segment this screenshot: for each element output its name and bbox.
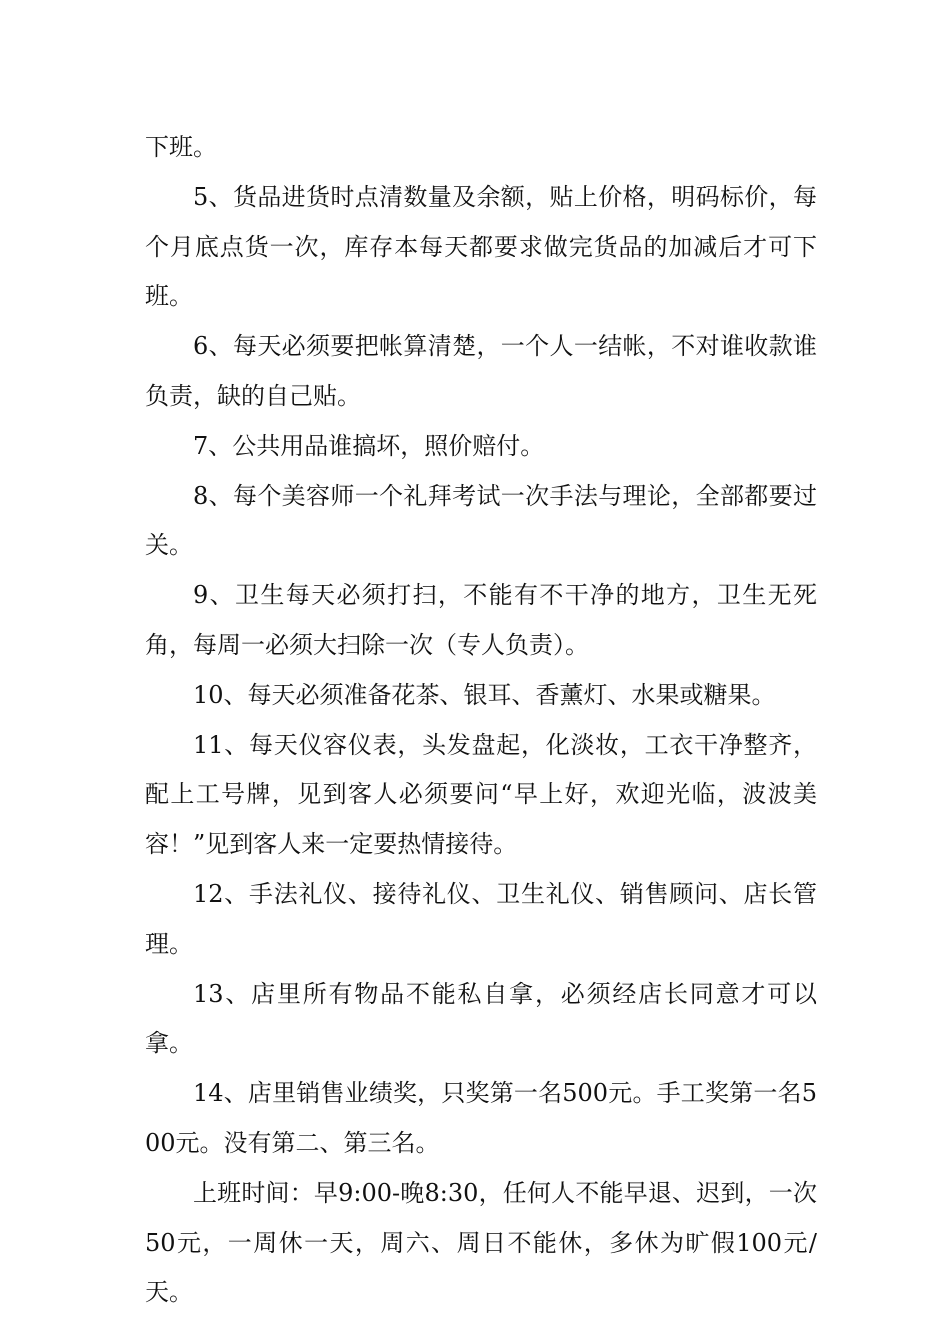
paragraph-rule-7: 7、公共用品谁搞坏，照价赔付。 [193,431,545,460]
paragraph-continuation: 下班。 [145,133,217,161]
paragraph-rule-14: 14、店里销售业绩奖，只奖第一名500元。手工奖第一名500元。没有第二、第三名。 [145,1079,817,1157]
paragraph-rule-12: 12、手法礼仪、接待礼仪、卫生礼仪、销售顾问、店长管理。 [145,879,817,958]
paragraph-rule-9: 9、卫生每天必须打扫，不能有不干净的地方，卫生无死角，每周一必须大扫除一次（专人负责）。 [145,581,817,659]
paragraph-rule-11: 11、每天仪容仪表，头发盘起，化淡妆，工衣干净整齐，配上工号牌，见到客人必须要问“早上好，欢迎光临，波波美容！”见到客人来一定要热情接待。 [145,730,817,859]
document-body [145,123,817,1318]
paragraph-rule-13: 13、店里所有物品不能私自拿，必须经店长同意才可以拿。 [145,979,817,1058]
paragraph-rule-8: 8、每个美容师一个礼拜考试一次手法与理论，全部都要过关。 [145,481,817,560]
paragraph-rule-5: 5、货品进货时点清数量及余额，贴上价格，明码标价，每个月底点货一次，库存本每天都要求做完货品的加减后才可下班。 [145,182,817,311]
paragraph-work-hours: 上班时间：早9:00-晚8:30，任何人不能早退、迟到，一次50元，一周休一天，周六、周日不能休，多休为旷假100元/天。 [145,1178,817,1307]
paragraph-rule-10: 10、每天必须准备花茶、银耳、香薰灯、水果或糖果。 [193,680,776,709]
paragraph-rule-6: 6、每天必须要把帐算清楚，一个人一结帐，不对谁收款谁负责，缺的自己贴。 [145,332,817,410]
